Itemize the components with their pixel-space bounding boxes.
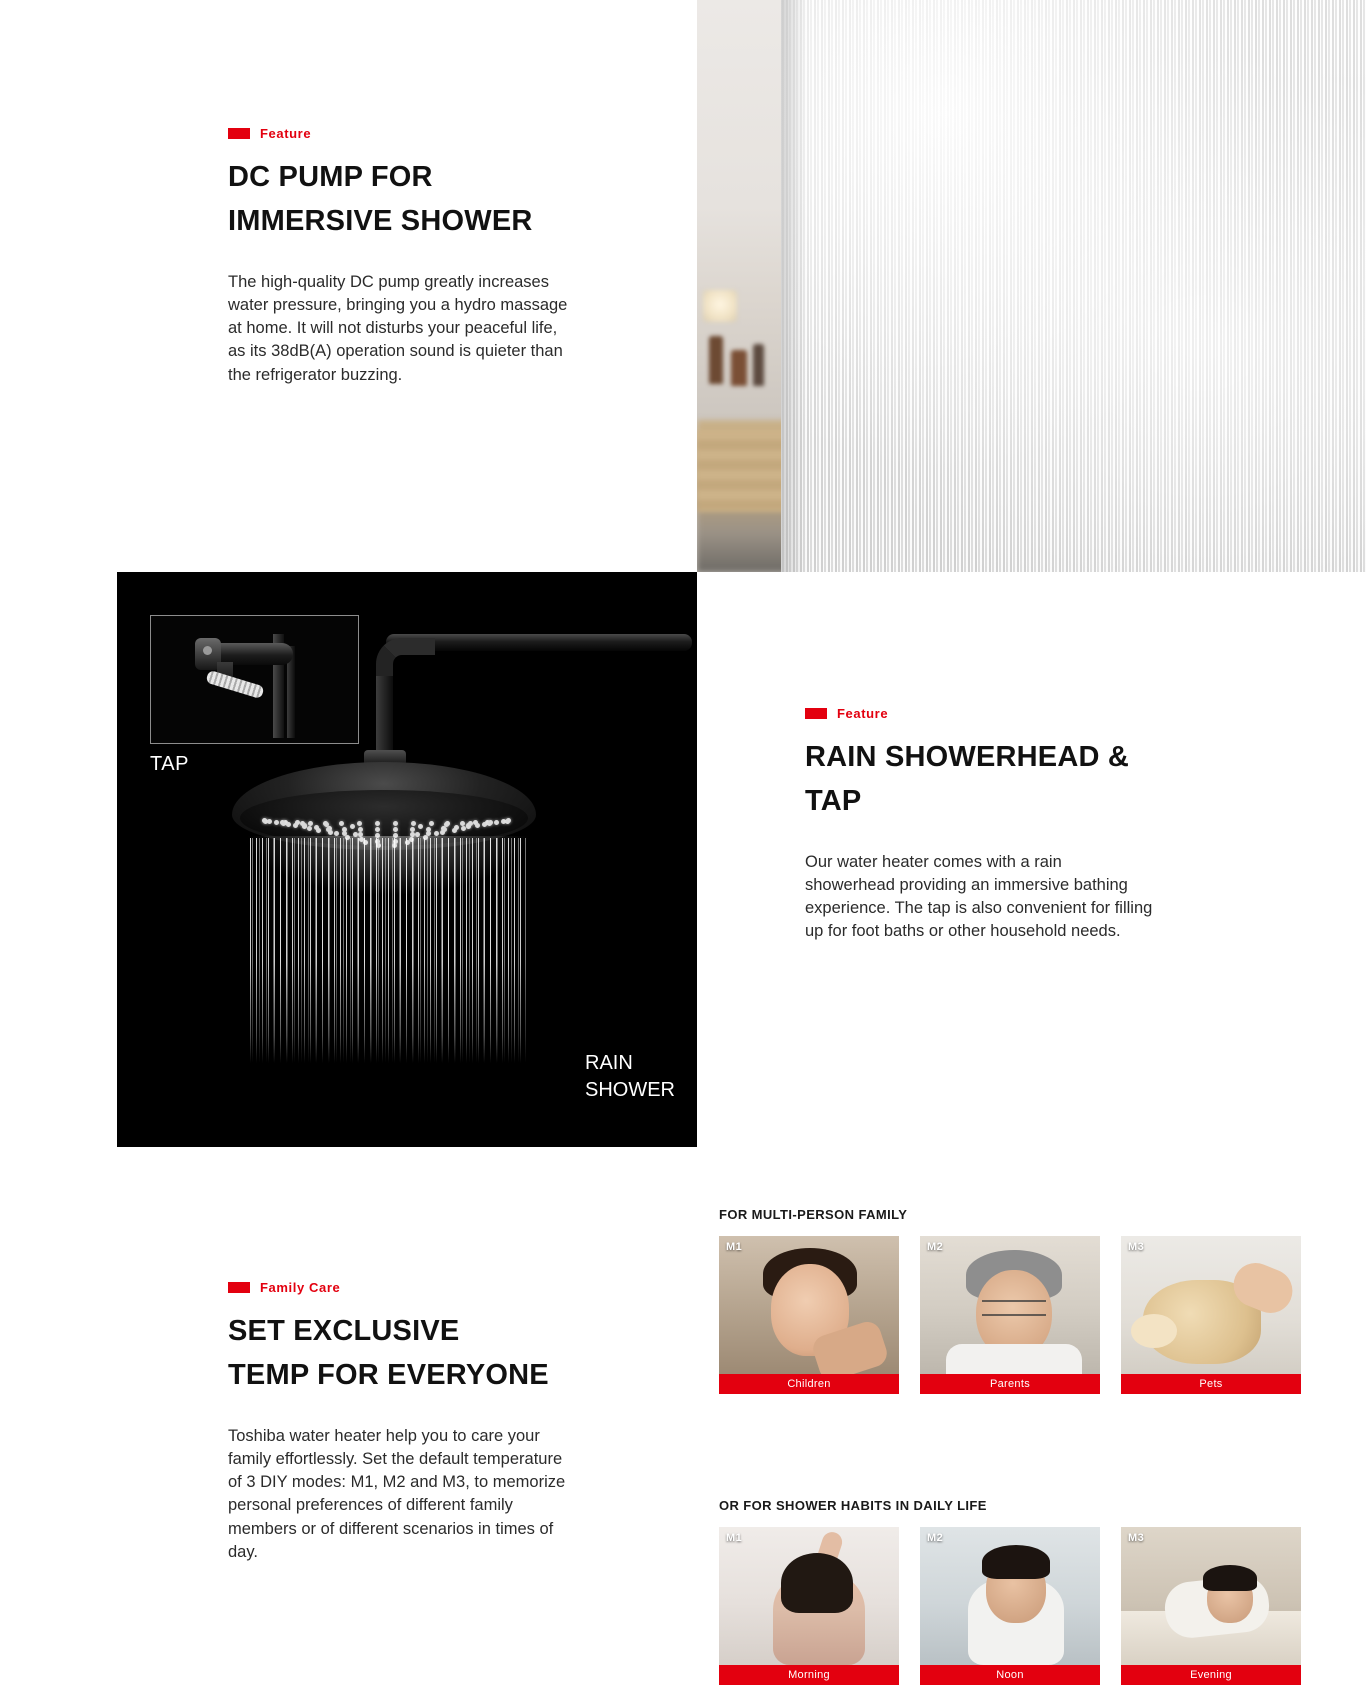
- card-caption: Noon: [920, 1665, 1100, 1685]
- dog-snout: [1131, 1314, 1177, 1348]
- card-caption: Evening: [1121, 1665, 1301, 1685]
- nozzle-dot: [393, 827, 398, 832]
- nozzle-dot: [393, 821, 398, 826]
- bottle-blur-2: [731, 350, 747, 386]
- daily-habits-caption: OR FOR SHOWER HABITS IN DAILY LIFE: [719, 1498, 987, 1513]
- feature-tag-label: Feature: [837, 706, 889, 721]
- card-photo-pets: [1121, 1236, 1301, 1374]
- nozzle-dot: [307, 826, 312, 831]
- nozzle-dot: [494, 820, 499, 825]
- nozzle-dot: [357, 821, 362, 826]
- family-care-text-block: [228, 1280, 608, 1564]
- tag-swatch-icon: [228, 1282, 250, 1293]
- feature-tag-label: Feature: [260, 126, 312, 141]
- nozzle-dot: [418, 824, 423, 829]
- rain-shower-headline-line1: RAIN SHOWERHEAD &: [805, 741, 1130, 773]
- family-care-headline-line1: SET EXCLUSIVE: [228, 1315, 460, 1347]
- nozzle-dot: [308, 821, 313, 826]
- card-caption: Morning: [719, 1665, 899, 1685]
- child-photo: [719, 1236, 899, 1374]
- dc-pump-body: The high-quality DC pump greatly increases water pressure, bringing you a hydro massage at home. It will not disturbs your peaceful life, as its 38dB(A) operation sound is quieter than the refrigerator buzzing.: [228, 273, 568, 384]
- nozzle-dot: [350, 824, 355, 829]
- nozzle-dot: [475, 823, 480, 828]
- nozzle-dot: [286, 822, 291, 827]
- shower-arm-vertical: [376, 676, 393, 756]
- dc-pump-headline-line2: IMMERSIVE SHOWER: [228, 205, 533, 238]
- tag-swatch-icon: [228, 128, 250, 139]
- bottle-blur-3: [753, 344, 764, 386]
- multi-person-family-caption: FOR MULTI-PERSON FAMILY: [719, 1207, 908, 1222]
- lamp-blur: [703, 290, 737, 322]
- nozzle-dot: [460, 821, 465, 826]
- nozzle-dot: [461, 826, 466, 831]
- parent-coat: [946, 1344, 1082, 1374]
- morning-photo: [719, 1527, 899, 1665]
- card-caption: Parents: [920, 1374, 1100, 1394]
- feature-tag-dc-pump: [228, 126, 608, 141]
- nozzle-dot: [444, 822, 449, 827]
- water-highlight: [781, 0, 1366, 572]
- family-care-headline-line2: TEMP FOR EVERYONE: [228, 1359, 549, 1392]
- mode-card-pets[interactable]: [1121, 1236, 1301, 1394]
- evening-photo: [1121, 1527, 1301, 1665]
- nozzle-dot: [442, 827, 447, 832]
- habits-card-row: [719, 1527, 1301, 1685]
- nozzle-dot: [339, 821, 344, 826]
- family-card-row: [719, 1236, 1301, 1394]
- showerhead-nozzles: [252, 792, 516, 842]
- mode-card-morning[interactable]: [719, 1527, 899, 1685]
- dc-pump-headline: [228, 155, 608, 243]
- rain-shower-text-block: [805, 706, 1165, 944]
- tap-hose: [205, 670, 264, 699]
- noon-photo: [920, 1527, 1100, 1665]
- water-edge-shadow: [781, 0, 807, 572]
- mode-card-noon[interactable]: [920, 1527, 1100, 1685]
- dc-pump-headline-line1: DC PUMP FOR: [228, 161, 433, 193]
- card-mode-label: M3: [1128, 1532, 1145, 1544]
- nozzle-dot: [410, 827, 415, 832]
- parent-photo: [920, 1236, 1100, 1374]
- bottle-blur-1: [709, 336, 723, 384]
- mode-card-evening[interactable]: [1121, 1527, 1301, 1685]
- rain-shower-headline-line2: TAP: [805, 785, 862, 818]
- mode-card-children[interactable]: [719, 1236, 899, 1394]
- card-mode-label: M1: [726, 1241, 743, 1253]
- morning-hair: [781, 1553, 853, 1613]
- card-photo-children: [719, 1236, 899, 1374]
- tap-button-icon: [203, 646, 212, 655]
- nozzle-dot: [293, 823, 298, 828]
- tag-swatch-icon: [805, 708, 827, 719]
- rain-shower-headline: [805, 735, 1165, 823]
- card-caption: Pets: [1121, 1374, 1301, 1394]
- nozzle-dot: [316, 828, 321, 833]
- feature-tag-label: Family Care: [260, 1280, 341, 1295]
- nozzle-dot: [506, 818, 511, 823]
- nozzle-dot: [429, 821, 434, 826]
- card-photo-morning: [719, 1527, 899, 1665]
- card-mode-label: M3: [1128, 1241, 1145, 1253]
- tap-inset-photo: [150, 615, 359, 744]
- rain-shower-caption: [585, 1050, 675, 1103]
- family-care-headline: [228, 1309, 608, 1397]
- falling-water: [250, 838, 526, 1063]
- card-mode-label: M2: [927, 1532, 944, 1544]
- rain-shower-caption-line2: SHOWER: [585, 1078, 675, 1101]
- feature-tag-family-care: [228, 1280, 608, 1295]
- nozzle-dot: [274, 820, 279, 825]
- card-photo-evening: [1121, 1527, 1301, 1665]
- family-care-body: Toshiba water heater help you to care your family effortlessly. Set the default temperature of 3 DIY modes: M1, M2 and M3, to memorize personal preferences of different family members or of different scenarios in times of day.: [228, 1427, 566, 1561]
- card-mode-label: M1: [726, 1532, 743, 1544]
- nozzle-dot: [488, 820, 493, 825]
- nozzle-dot: [267, 819, 272, 824]
- feature-tag-rain-shower: [805, 706, 1165, 721]
- rain-shower-caption-line1: RAIN: [585, 1052, 633, 1075]
- mode-card-parents[interactable]: [920, 1236, 1100, 1394]
- card-caption: Children: [719, 1374, 899, 1394]
- dc-pump-text-block: [228, 126, 608, 387]
- nozzle-dot: [468, 821, 473, 826]
- glasses-icon: [982, 1300, 1046, 1316]
- wood-cabinet-blur: [697, 430, 789, 512]
- multi-person-family-grid: [719, 1207, 1301, 1394]
- card-mode-label: M2: [927, 1241, 944, 1253]
- nozzle-dot: [358, 827, 363, 832]
- evening-hair: [1203, 1565, 1257, 1591]
- nozzle-dot: [375, 821, 380, 826]
- nozzle-dot: [452, 828, 457, 833]
- card-photo-parents: [920, 1236, 1100, 1374]
- pet-photo: [1121, 1236, 1301, 1374]
- dc-pump-water-photo: [697, 0, 1366, 572]
- nozzle-dot: [375, 827, 380, 832]
- rain-shower-body: Our water heater comes with a rain showerhead providing an immersive bathing experience. The tap is also convenient for filling up for foot baths or other household needs.: [805, 853, 1153, 941]
- tap-caption: TAP: [150, 753, 189, 775]
- card-photo-noon: [920, 1527, 1100, 1665]
- noon-hair: [982, 1545, 1050, 1579]
- water-curtain: [781, 0, 1366, 572]
- daily-habits-grid: [719, 1498, 1301, 1685]
- nozzle-dot: [411, 821, 416, 826]
